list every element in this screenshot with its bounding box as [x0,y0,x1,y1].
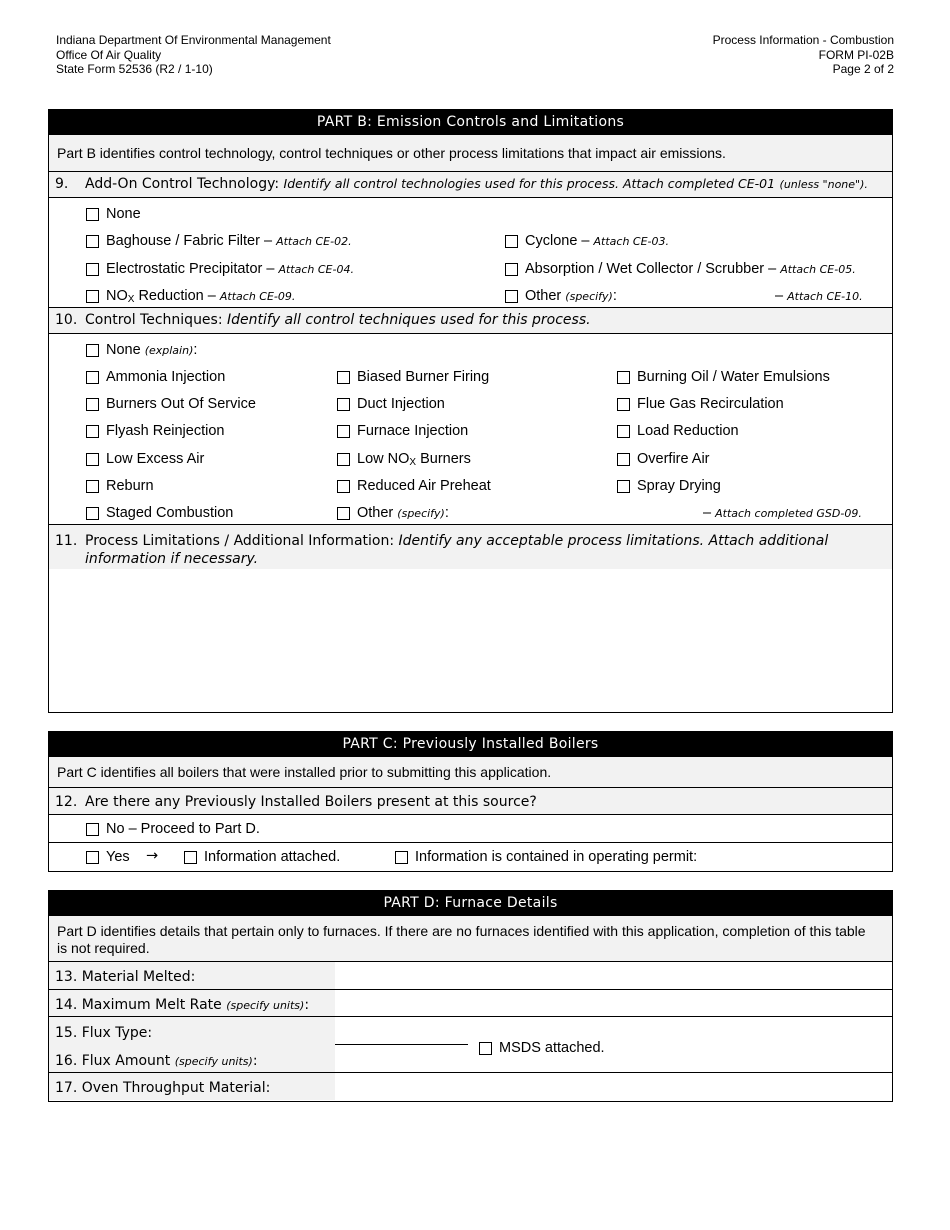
q12-label: Are there any Previously Installed Boilers present at this source? [85,794,537,810]
low-nox-subscript: X [409,457,417,468]
none-explain-checkbox[interactable] [86,344,99,357]
ammonia-injection-checkbox[interactable] [86,371,99,384]
q14-colon: : [304,997,310,1013]
part-d-section [48,890,893,1102]
low-excess-air-checkbox[interactable] [86,453,99,466]
reduced-air-preheat-label: Reduced Air Preheat [357,478,491,494]
reduced-air-preheat-checkbox[interactable] [337,480,350,493]
duct-injection-checkbox[interactable] [337,398,350,411]
q10-instruction: Identify all control techniques used for this process. [227,312,591,328]
other-tech-attach-text: Attach CE-10. [787,290,863,303]
flyash-checkbox[interactable] [86,425,99,438]
no-proceed-label: No – Proceed to Part D. [106,821,260,837]
q14-units: (specify units) [226,999,305,1012]
q12-number: 12. [55,794,78,810]
q13-row [49,961,892,989]
office-name: Office Of Air Quality [56,47,162,62]
q9-note: (unless "none"). [779,178,868,191]
overfire-air-checkbox[interactable] [617,453,630,466]
q10-number: 10. [55,312,78,328]
header-left [56,33,331,77]
q10-text [85,312,591,328]
q11-number: 11. [55,533,78,549]
q14-input[interactable] [335,990,892,1016]
baghouse-checkbox[interactable] [86,235,99,248]
furnace-injection-label: Furnace Injection [357,423,469,439]
part-c-title: PART C: Previously Installed Boilers [49,732,892,756]
none-explain-text: None [106,342,141,358]
absorption-attach: Attach CE-05. [780,263,856,276]
info-permit-label: Information is contained in operating permit: [415,849,698,865]
cyclone-checkbox[interactable] [505,235,518,248]
q9-options [49,197,892,307]
burning-oil-label: Burning Oil / Water Emulsions [637,369,830,385]
q9-instruction: Identify all control technologies used for this process. Attach completed CE-01 [283,176,776,191]
part-d-intro-text: Part D identifies details that pertain only to furnaces. If there are no furnaces identified with this application, completion of this table is not required. [57,923,866,956]
biased-burner-checkbox[interactable] [337,371,350,384]
q12-no-row [49,814,892,842]
q16-label [55,1053,258,1069]
q16-text: 16. Flux Amount [55,1053,175,1069]
other-tech-attach [775,288,863,304]
nox-reduction-text: Reduction – [134,288,216,304]
other-technique-label [357,505,449,521]
q16-units: (specify units) [174,1055,253,1068]
baghouse-label [106,233,352,249]
q11-instruction-2: information if necessary. [85,551,259,567]
overfire-air-label: Overfire Air [637,451,710,467]
spray-drying-label: Spray Drying [637,478,721,494]
other-technique-dash: – [703,505,712,521]
burners-out-label: Burners Out Of Service [106,396,256,412]
esp-checkbox[interactable] [86,263,99,276]
flue-gas-checkbox[interactable] [617,398,630,411]
form-title: Process Information - Combustion [712,33,894,47]
absorption-checkbox[interactable] [505,263,518,276]
msds-label: MSDS attached. [499,1040,605,1056]
q17-input[interactable] [335,1073,892,1100]
furnace-injection-checkbox[interactable] [337,425,350,438]
other-technique-attach-text: Attach completed GSD-09. [715,507,862,520]
nox-attach: Attach CE-09. [219,290,296,303]
form-id: FORM PI-02B [818,47,894,62]
part-c-section [48,731,893,872]
state-form-number: State Form 52536 (R2 / 1-10) [56,62,213,76]
q17-label: 17. Oven Throughput Material: [55,1080,271,1096]
msds-checkbox[interactable] [479,1042,492,1055]
baghouse-text: Baghouse / Fabric Filter – [106,233,273,249]
burners-out-checkbox[interactable] [86,398,99,411]
esp-text: Electrostatic Precipitator – [106,261,275,277]
none-explain-note: (explain) [144,344,194,357]
esp-label [106,261,354,277]
load-reduction-checkbox[interactable] [617,425,630,438]
part-d-intro [49,915,892,961]
q12-yes-row [49,842,892,869]
other-technique-attach [703,505,862,521]
part-d-title: PART D: Furnace Details [49,891,892,915]
part-b-title: PART B: Emission Controls and Limitations [49,110,892,134]
header-right [713,33,894,77]
q11-header [49,524,892,569]
flue-gas-label: Flue Gas Recirculation [637,396,784,412]
other-technique-specify: (specify) [397,507,445,520]
other-technique-checkbox[interactable] [337,507,350,520]
q13-label: 13. Material Melted: [55,969,196,985]
low-nox-burners-text: Burners [416,451,471,467]
load-reduction-label: Load Reduction [637,423,739,439]
none-explain-label [106,342,197,358]
q10-label: Control Techniques: [85,312,223,328]
info-attached-label: Information attached. [204,849,341,865]
q14-text: 14. Maximum Melt Rate [55,997,227,1013]
q11-instruction-1: Identify any acceptable process limitations. Attach additional [398,533,829,549]
spray-drying-checkbox[interactable] [617,480,630,493]
q14-row [49,989,892,1016]
q9-label: Add-On Control Technology: [85,176,280,192]
info-permit-checkbox[interactable] [395,851,408,864]
other-technique-text: Other [357,505,394,521]
low-nox-burners-label [357,451,471,468]
q16-colon: : [252,1053,258,1069]
yes-checkbox[interactable] [86,851,99,864]
q10-options [49,333,892,524]
q11-label: Process Limitations / Additional Information: [85,533,395,549]
reburn-checkbox[interactable] [86,480,99,493]
q9-header [49,171,892,197]
baghouse-attach: Attach CE-02. [276,235,352,248]
no-proceed-checkbox[interactable] [86,823,99,836]
q12-header [49,787,892,814]
low-nox-text: Low NO [357,451,410,467]
q11-text-area[interactable] [49,569,892,709]
info-attached-checkbox[interactable] [184,851,197,864]
q11-line1 [85,533,828,549]
agency-name: Indiana Department Of Environmental Management [56,33,331,47]
esp-attach: Attach CE-04. [278,263,354,276]
absorption-label [525,261,856,277]
other-technique-colon: : [444,505,449,521]
cyclone-attach: Attach CE-03. [593,235,670,248]
duct-injection-label: Duct Injection [357,396,445,412]
absorption-text: Absorption / Wet Collector / Scrubber – [525,261,777,277]
other-tech-specify: (specify) [565,290,613,303]
flyash-label: Flyash Reinjection [106,423,225,439]
part-b-section [48,109,893,713]
none-label: None [106,206,141,222]
other-tech-text: Other [525,288,562,304]
q14-label [55,997,309,1013]
yes-label: Yes [106,849,130,865]
cyclone-label [525,233,669,249]
ammonia-injection-label: Ammonia Injection [106,369,226,385]
q16-input[interactable] [335,1045,468,1072]
nox-reduction-checkbox[interactable] [86,290,99,303]
q15-q16-row [49,1016,892,1072]
other-tech-label [525,288,617,304]
q15-input[interactable] [335,1017,468,1045]
nox-subscript: X [127,294,135,305]
q15-label: 15. Flux Type: [55,1025,153,1041]
part-c-intro: Part C identifies all boilers that were installed prior to submitting this application. [49,756,892,787]
other-tech-dash: – [775,288,784,304]
reburn-label: Reburn [106,478,154,494]
none-explain-colon: : [193,342,198,358]
nox-reduction-label [106,288,295,305]
low-nox-burners-checkbox[interactable] [337,453,350,466]
q13-input[interactable] [335,962,892,989]
other-tech-checkbox[interactable] [505,290,518,303]
burning-oil-checkbox[interactable] [617,371,630,384]
cyclone-text: Cyclone – [525,233,590,249]
nox-text: NO [106,288,128,304]
low-excess-air-label: Low Excess Air [106,451,205,467]
q17-row [49,1072,892,1100]
q10-header [49,307,892,333]
page-number: Page 2 of 2 [832,62,894,76]
part-b-intro: Part B identifies control technology, control techniques or other process limitations that impact air emissions. [49,134,892,171]
q9-number: 9. [55,176,69,192]
arrow-right-icon: → [146,848,159,864]
staged-combustion-label: Staged Combustion [106,505,234,521]
none-checkbox[interactable] [86,208,99,221]
biased-burner-label: Biased Burner Firing [357,369,490,385]
staged-combustion-checkbox[interactable] [86,507,99,520]
other-tech-colon: : [612,288,617,304]
q9-text [85,176,868,192]
